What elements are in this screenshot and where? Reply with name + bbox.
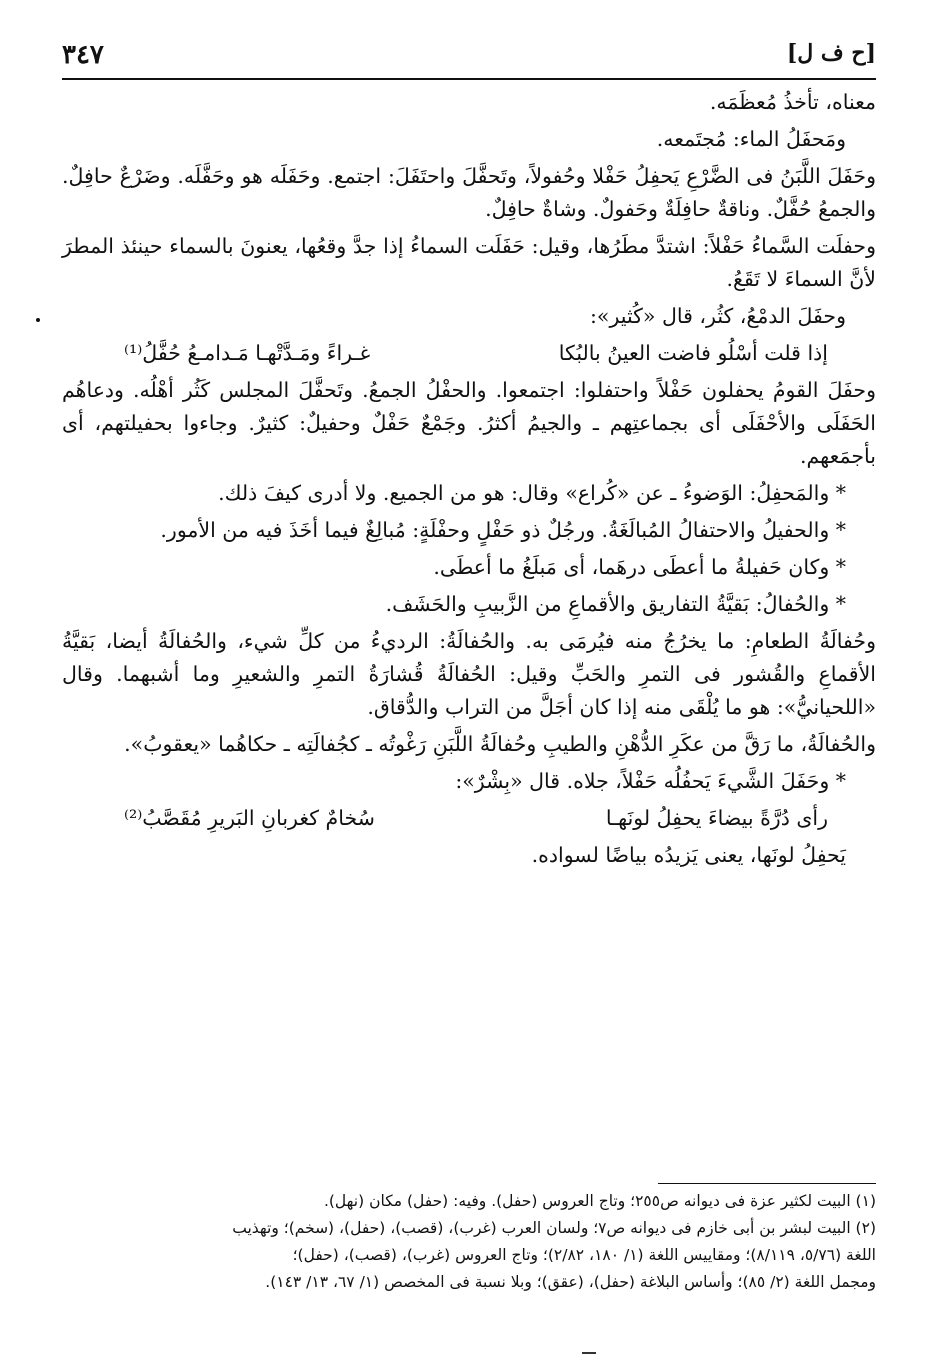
paragraph: والحُفالَةُ، ما رَقَّ من عكَرِ الدُّهْنِ والطيبِ وحُفالَةُ اللَّبَنِ رَغْوتُه ـ كجُفالَتِه ـ حكاهُما «يعقوبُ». <box>124 732 876 756</box>
verse-second-hemistich: غـراءً ومَـدَّتْهـا مَـدامـعُ حُفَّلُ⁽¹⁾ <box>124 341 371 365</box>
page-header <box>62 38 876 78</box>
footnote-line: (١) البيت لكثير عزة فى ديوانه ص٢٥٥؛ وتاج العروس (حفل). وفيه: (حفل) مكان (نهل). <box>323 1192 876 1210</box>
verse-line <box>62 802 876 835</box>
entry-body <box>62 86 876 876</box>
margin-dot <box>36 318 40 322</box>
header-rule <box>62 78 876 80</box>
paragraph: * وحَفَلَ الشَّيءَ يَحفُلُه حَفْلاً، جلاه. قال «بِشْرٌ»: <box>455 769 846 793</box>
scan-mark <box>582 1352 596 1354</box>
paragraph: وحفَلَ القومُ يحفلون حَفْلاً واحتفلوا: اجتمعوا. والحفْلُ الجمعُ. وتَحفَّلَ المجلس كَثُر أهْلُه. ودعاهُم الحَفَلَى والأحْفَلَى أى بجماعتِهم ـ والجيمُ أكثرُ. وجَمْعٌ حَفْلٌ وحفيلٌ: كثيرٌ. وجاءوا بحفيلتهم، أى بأجمَعهم. <box>62 378 876 468</box>
verse-first-hemistich: رأى دُرَّةً بيضاءَ يحفِلُ لونَهـا <box>605 806 828 830</box>
paragraph: وحفَلَ الدمْعُ، كثُر، قال «كُثير»: <box>590 304 846 328</box>
paragraph: * والمَحفِلُ: الوَضوءُ ـ عن «كُراع» وقال: هو من الجميع. ولا أدرى كيفَ ذلك. <box>218 481 846 505</box>
paragraph: معناه، تأخذُ مُعظَمَه. <box>709 90 876 114</box>
page-number: ٣٤٧ <box>62 40 104 70</box>
verse-line <box>62 337 876 370</box>
verse-second-hemistich: سُخامٌ كغربانِ البَريرِ مُقَصَّبُ⁽²⁾ <box>124 806 375 830</box>
paragraph: يَحفِلُ لونَها، يعنى يَزيدُه بياضًا لسواده. <box>531 843 846 867</box>
footnote-line: (٢) البيت لبشر بن أبى خازم فى ديوانه ص٧؛ ولسان العرب (غرب)، (قصب)، (حفل)، (سخم)؛ وتهذيب <box>232 1219 876 1237</box>
footnotes <box>62 1188 876 1296</box>
footnote-rule <box>658 1183 876 1184</box>
paragraph: وحفلَت السَّماءُ حَفْلاً: اشتدَّ مطَرُها، وقيل: حَفَلَت السماءُ إذا جدَّ وقعُها، يعنونَ بالسماء حينئذ المطرَ لأنَّ السماءَ لا تَقَعُ. <box>62 234 876 291</box>
verse-first-hemistich: إذا قلت أسْلُو فاضت العينُ بالبُكا <box>558 341 828 365</box>
paragraph: ومَحفَلُ الماء: مُجتَمعه. <box>656 127 846 151</box>
paragraph: * والحفيلُ والاحتفالُ المُبالَغَةُ. ورجُلٌ ذو حَفْلٍ وحفْلَةٍ: مُبالِغٌ فيما أخَذَ فيه من الأمور. <box>160 518 846 542</box>
root-letters: [ح ف ل] <box>786 40 876 66</box>
paragraph: * والحُفالُ: بَقيَّةُ التفاريق والأقماعِ من الزَّبيبِ والحَشَف. <box>385 592 846 616</box>
footnote-line: اللغة (٥/٧٦، ٨/١١٩)؛ ومقاييس اللغة (١/ ١٨٠، ٢/٨٢)؛ وتاج العروس (غرب)، (قصب)، (حفل)؛ <box>292 1246 876 1264</box>
paragraph: وحَفَلَ اللَّبَنُ فى الضَّرْعِ يَحفِلُ حَفْلا وحُفولاً، وتَحفَّلَ واحتَفَلَ: اجتمع. وحَفَلَه هو وحَفَّلَه. وضَرْعٌ حافِلٌ. والجمعُ حُفَّلٌ. وناقةٌ حافِلَةٌ وحَفولٌ. وشاةٌ حافِلٌ. <box>62 164 876 221</box>
footnote-line: ومجمل اللغة (٢/ ٨٥)؛ وأساس البلاغة (حفل)، (عقق)؛ وبلا نسبة فى المخصص (١/ ٦٧، ١٣/ ١٤٣). <box>265 1273 876 1291</box>
paragraph: * وكان حَفيلةُ ما أعطَى درهَما، أى مَبلَغُ ما أعطَى. <box>433 555 846 579</box>
paragraph: وحُفالَةُ الطعامِ: ما يخرُجُ منه فيُرمَى به. والحُفالَةُ: الرديءُ من كلِّ شيء، والحُفالَةُ أيضا، بَقيَّةُ الأقماعِ والقُشور فى التمرِ والحَبِّ وقيل: الحُفالَةُ قُشارَةُ التمرِ والشعيرِ وما أشبهما. وقال «اللحيانيُّ»: هو ما يُلْقَى منه إذا كان أجَلَّ من التراب والدُّقاق. <box>62 629 876 719</box>
